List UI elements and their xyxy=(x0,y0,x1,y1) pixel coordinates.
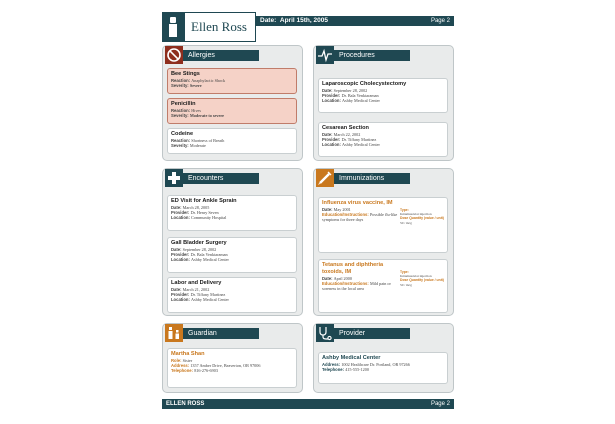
procedure-location: Location: Ashby Medical Center xyxy=(322,98,380,104)
header-bar xyxy=(256,16,454,26)
encounter-date: Date: March 28, 2005 xyxy=(171,205,210,210)
encounter-card xyxy=(167,277,297,313)
allergy-name: Codeine xyxy=(171,131,194,137)
allergy-severity: Severity: Severe xyxy=(171,83,202,89)
no-entry-icon xyxy=(165,46,183,64)
encounter-provider: Provider: Dr. Bala Venktaraman xyxy=(171,252,228,258)
allergy-severity: Severity: Moderate xyxy=(171,143,206,149)
procedure-provider: Provider: Dr. Tiffany Martinez xyxy=(322,137,377,143)
procedure-name: Laparoscopic Cholecystectomy xyxy=(322,81,407,87)
provider-panel xyxy=(313,323,454,393)
procedure-date: Date: September 28, 2002 xyxy=(322,88,368,93)
encounter-location: Location: Ashby Medical Center xyxy=(171,257,229,263)
type-label: Type: xyxy=(400,270,409,274)
procedure-provider: Provider: Dr. Bala Venktaraman xyxy=(322,93,379,99)
procedure-card xyxy=(318,122,448,157)
encounter-provider: Provider: Dr. Tiffany Martinez xyxy=(171,292,226,298)
encounter-name: Labor and Delivery xyxy=(171,280,222,286)
allergy-name: Penicillin xyxy=(171,101,196,107)
guardian-card xyxy=(167,348,297,388)
allergy-card xyxy=(167,128,297,154)
encounter-location: Location: Ashby Medical Center xyxy=(171,297,229,303)
medical-cross-icon xyxy=(165,169,183,187)
encounters-panel xyxy=(162,168,303,316)
encounters-label: Encounters xyxy=(183,173,259,184)
allergies-label: Allergies xyxy=(183,50,259,61)
procedure-card xyxy=(318,78,448,113)
immunization-details xyxy=(322,200,398,223)
allergy-card xyxy=(167,98,297,124)
encounter-card xyxy=(167,237,297,273)
family-icon xyxy=(165,324,183,342)
dose-label: Dose Quantity (value / unit) xyxy=(400,278,444,283)
allergy-reaction: Reaction: Hives xyxy=(171,108,202,113)
provider-name: Ashby Medical Center xyxy=(322,355,381,361)
type-label: Type: xyxy=(400,208,409,212)
immunization-card xyxy=(318,259,448,313)
encounter-name: ED Visit for Ankle Sprain xyxy=(171,198,237,204)
immunization-dose-info xyxy=(400,208,446,225)
encounter-card xyxy=(167,195,297,231)
allergy-reaction: Reaction: Anaphylactic Shock xyxy=(171,78,226,83)
encounter-location: Location: Community Hospital xyxy=(171,215,227,221)
syringe-icon xyxy=(316,169,334,187)
provider-phone: Telephone: 415-555-1200 xyxy=(322,367,369,373)
guardian-address: Address: 1357 Amber Drive, Beaverton, OR 97006 xyxy=(171,363,261,369)
immunization-name: Influenza virus vaccine, IM xyxy=(322,200,393,206)
dose-label: Dose Quantity (value / unit) xyxy=(400,216,444,221)
person-icon xyxy=(162,12,184,42)
guardian-label: Guardian xyxy=(183,328,259,339)
provider-card xyxy=(318,352,448,384)
encounter-provider: Provider: Dr. Henry Seven xyxy=(171,210,219,216)
immunization-education: Education/Instructions: Mild pain or soreness in the local area xyxy=(322,281,391,292)
footer-page-number: Page 2 xyxy=(430,401,450,407)
encounter-name: Gall Bladder Surgery xyxy=(171,240,227,246)
footer-name: ELLEN ROSS xyxy=(166,401,205,407)
immunization-name: Tetanus and diphtheria toxoids, IM xyxy=(322,262,384,275)
immunizations-label: Immunizations xyxy=(334,173,410,184)
guardian-panel xyxy=(162,323,303,393)
allergies-panel xyxy=(162,45,303,161)
heartbeat-monitor-icon xyxy=(316,46,334,64)
immunization-details xyxy=(322,262,398,292)
immunization-date: Date: April 2000 xyxy=(322,276,352,281)
encounter-date: Date: March 21, 2002 xyxy=(171,287,210,292)
procedure-date: Date: March 22, 2002 xyxy=(322,132,361,137)
guardian-phone: Telephone: 816-276-6903 xyxy=(171,368,218,374)
procedures-panel xyxy=(313,45,454,161)
header-page-number: Page 2 xyxy=(430,18,450,24)
guardian-name: Martha Shan xyxy=(171,351,205,357)
procedure-name: Cesarean Section xyxy=(322,125,369,131)
document-footer xyxy=(162,399,454,409)
immunization-date: Date: May 2001 xyxy=(322,207,351,212)
procedure-location: Location: Ashby Medical Center xyxy=(322,142,380,148)
type-value: Intramuscular injection xyxy=(400,212,432,217)
dose-value: 50 / mcg xyxy=(400,282,412,287)
guardian-role: Role: Sister xyxy=(171,358,193,363)
immunizations-panel xyxy=(313,168,454,316)
document-page xyxy=(162,8,454,412)
procedures-label: Procedures xyxy=(334,50,410,61)
immunization-education: Education/Instructions: Possible flu-like symptoms for three days xyxy=(322,212,398,223)
provider-address: Address: 1002 Healthcare Dr. Portland, OR 97266 xyxy=(322,362,410,367)
provider-label: Provider xyxy=(334,328,410,339)
allergy-reaction: Reaction: Shortness of Breath xyxy=(171,138,225,143)
allergy-card xyxy=(167,68,297,94)
patient-name: Ellen Ross xyxy=(184,12,256,42)
immunization-card xyxy=(318,197,448,253)
stethoscope-icon xyxy=(316,324,334,342)
type-value: Intramuscular injection xyxy=(400,274,432,279)
immunization-dose-info xyxy=(400,270,446,287)
allergy-severity: Severity: Moderate to severe xyxy=(171,113,224,119)
dose-value: 50 / mcg xyxy=(400,220,412,225)
document-header xyxy=(162,12,454,42)
header-date: Date: April 15th, 2005 xyxy=(260,17,328,24)
allergy-name: Bee Stings xyxy=(171,71,200,77)
encounter-date: Date: September 28, 2002 xyxy=(171,247,217,252)
